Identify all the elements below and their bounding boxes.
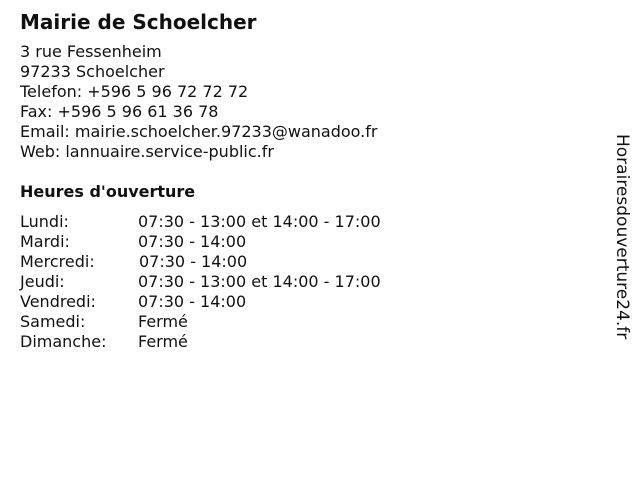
street-address: 3 rue Fessenheim — [20, 42, 162, 61]
time-range: Fermé — [138, 332, 188, 351]
time-range: 07:30 - 14:00 — [139, 252, 248, 271]
hours-row-sunday — [20, 332, 580, 352]
email-address: Email: mairie.schoelcher.97233@wanadoo.fr — [20, 122, 378, 141]
day-label: Mercredi: — [20, 252, 95, 271]
city-postcode: 97233 Schoelcher — [20, 62, 165, 81]
business-name: Mairie de Schoelcher — [20, 10, 257, 34]
day-label: Lundi: — [20, 212, 69, 231]
fax-number: Fax: +596 5 96 61 36 78 — [20, 102, 219, 121]
side-watermark-label: Horairesdouverture24.fr — [612, 134, 632, 340]
day-label: Vendredi: — [20, 292, 96, 311]
hours-row-saturday — [20, 312, 580, 332]
day-label: Jeudi: — [20, 272, 65, 291]
time-range: Fermé — [138, 312, 188, 331]
contact-block — [20, 42, 580, 162]
time-range: 07:30 - 14:00 — [138, 292, 247, 311]
phone-number: Telefon: +596 5 96 72 72 72 — [20, 82, 249, 101]
opening-hours-list — [20, 212, 580, 352]
hours-row-thursday — [20, 272, 580, 292]
time-range: 07:30 - 13:00 et 14:00 - 17:00 — [138, 212, 381, 231]
business-card — [20, 10, 580, 352]
hours-row-tuesday — [20, 232, 580, 252]
time-range: 07:30 - 14:00 — [138, 232, 247, 251]
side-watermark — [612, 134, 632, 344]
hours-row-friday — [20, 292, 580, 312]
hours-row-monday — [20, 212, 580, 232]
website: Web: lannuaire.service-public.fr — [20, 142, 274, 161]
hours-row-wednesday — [20, 252, 580, 272]
day-label: Samedi: — [20, 312, 86, 331]
hours-heading: Heures d'ouverture — [20, 182, 196, 201]
time-range: 07:30 - 13:00 et 14:00 - 17:00 — [138, 272, 381, 291]
day-label: Mardi: — [20, 232, 70, 251]
day-label: Dimanche: — [20, 332, 107, 351]
